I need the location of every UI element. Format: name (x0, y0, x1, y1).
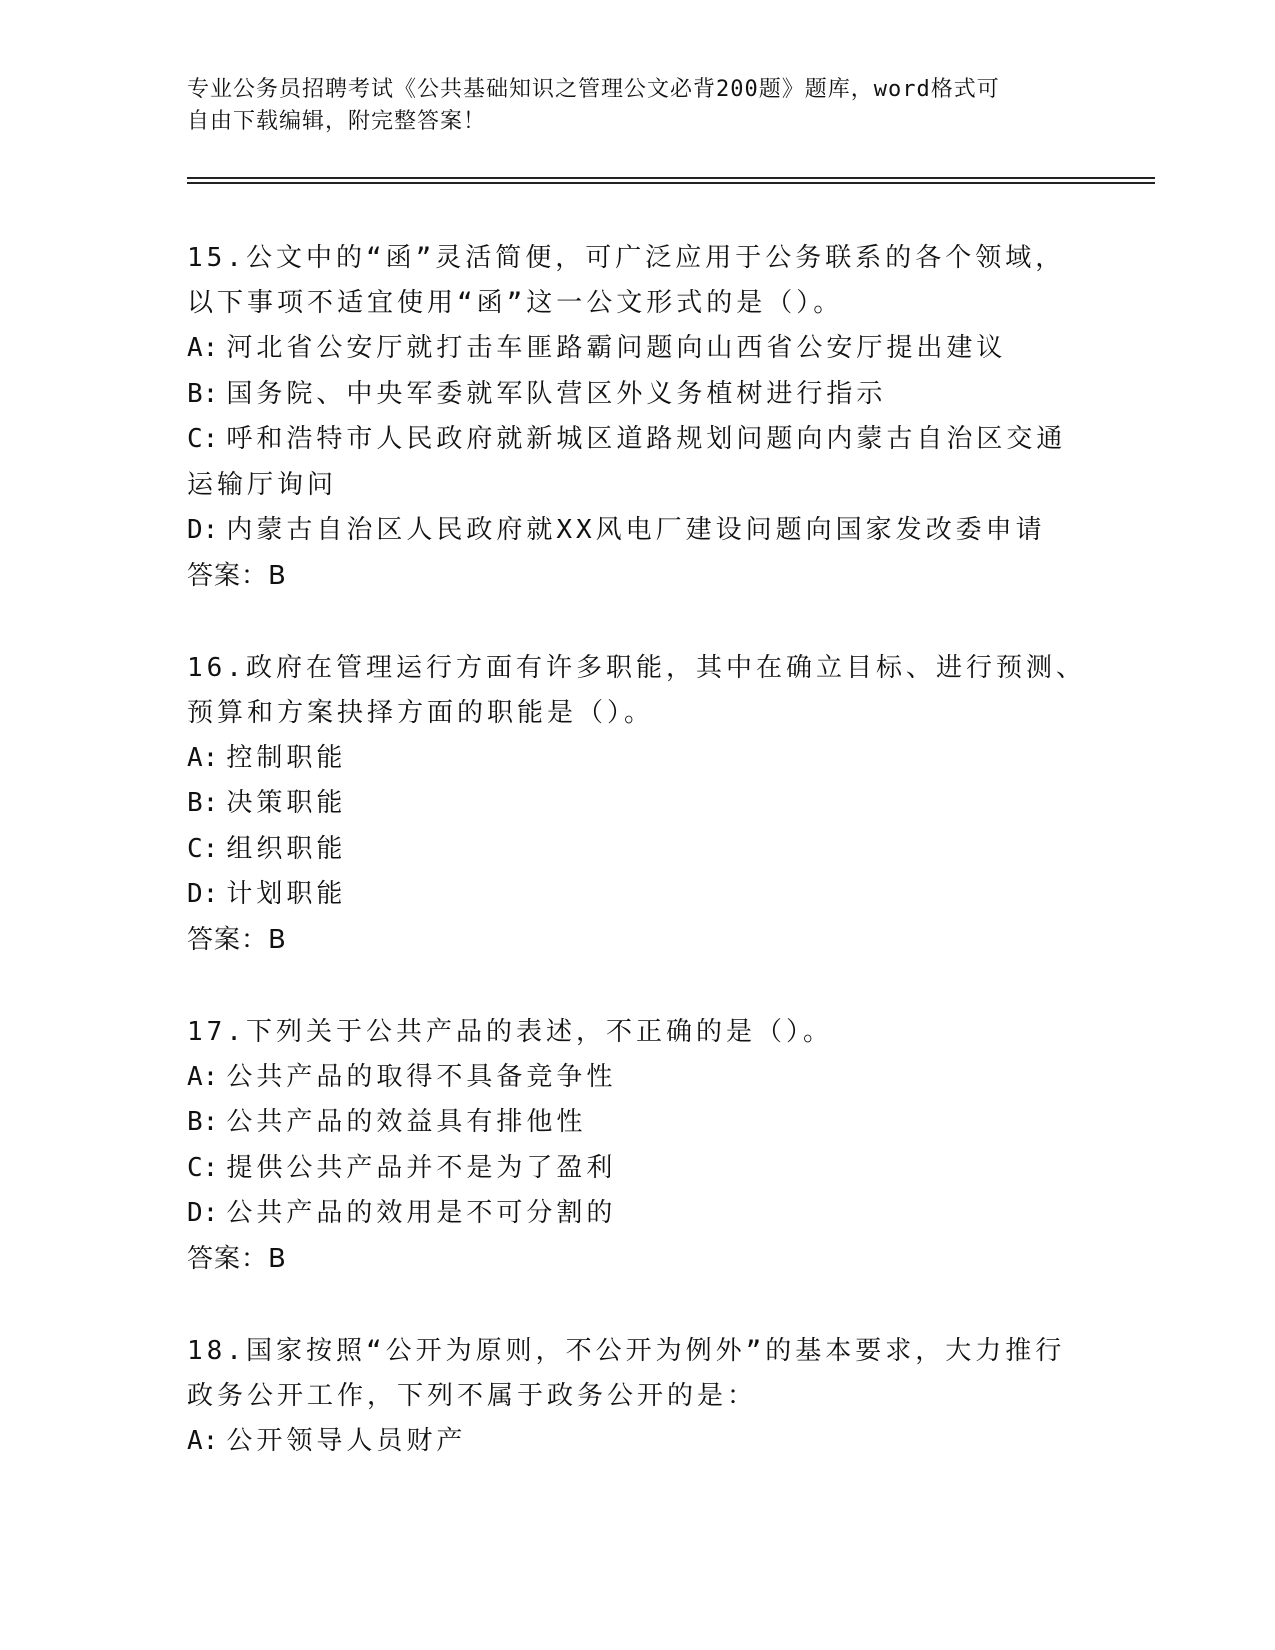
option-a (187, 1419, 1087, 1465)
question-number: 17. (187, 1016, 246, 1047)
option-letter: B: (187, 378, 219, 409)
question-stem-text: 下列关于公共产品的表述，不正确的是（）。 (245, 1016, 833, 1047)
question-stem (187, 1010, 1087, 1055)
option-d (187, 1191, 1087, 1237)
option-text: 计划职能 (226, 879, 347, 909)
answer-line: 答案：B (187, 924, 287, 955)
question-number: 16. (187, 652, 246, 683)
option-letter: A: (187, 1061, 219, 1092)
option-c (187, 827, 1087, 873)
option-text: 提供公共产品并不是为了盈利 (226, 1152, 617, 1183)
option-text: 呼和浩特市人民政府就新城区道路规划问题向内蒙古自治区交通运输厅询问 (187, 424, 1067, 500)
option-d (187, 508, 1087, 554)
option-letter: D: (187, 1198, 219, 1228)
option-text: 组织职能 (226, 833, 347, 864)
option-text: 河北省公安厅就打击车匪路霸问题向山西省公安厅提出建议 (226, 333, 1007, 363)
question-stem-text: 公文中的“函”灵活简便，可广泛应用于公务联系的各个领域，以下事项不适宜使用“函”这一公文形式的是（）。 (187, 243, 1066, 318)
option-text: 公共产品的效用是不可分割的 (226, 1198, 617, 1228)
option-letter: C: (187, 833, 219, 864)
question-17 (187, 1010, 1087, 1282)
option-a (187, 326, 1087, 372)
option-text: 国务院、中央军委就军队营区外义务植树进行指示 (226, 378, 887, 409)
option-letter: C: (187, 424, 219, 454)
option-letter: A: (187, 1425, 219, 1456)
option-letter: D: (187, 879, 219, 909)
option-letter: D: (187, 515, 219, 545)
option-letter: B: (187, 1107, 219, 1137)
option-text: 内蒙古自治区人民政府就XX风电厂建设问题向国家发改委申请 (226, 515, 1046, 545)
option-text: 公共产品的效益具有排他性 (226, 1107, 587, 1137)
option-text: 控制职能 (226, 742, 347, 773)
header-divider-bottom (187, 182, 1155, 184)
header-line-2: 自由下载编辑，附完整答案！ (187, 109, 487, 134)
header-line-1: 专业公务员招聘考试《公共基础知识之管理公文必背200题》题库，word格式可 (187, 77, 1000, 102)
option-letter: C: (187, 1152, 219, 1183)
option-a (187, 736, 1087, 782)
option-b (187, 372, 1087, 418)
option-text: 公开领导人员财产 (226, 1425, 467, 1456)
option-letter: A: (187, 333, 219, 363)
question-15 (187, 236, 1087, 599)
document-header (187, 74, 1087, 138)
option-b (187, 1100, 1087, 1146)
question-stem-text: 国家按照“公开为原则，不公开为例外”的基本要求，大力推行政务公开工作，下列不属于政务公开的是： (187, 1335, 1066, 1411)
header-divider-top (187, 177, 1155, 179)
question-stem (187, 646, 1087, 736)
answer-line: 答案：B (187, 560, 287, 591)
question-number: 18. (187, 1335, 246, 1366)
question-16 (187, 646, 1087, 963)
option-letter: A: (187, 742, 219, 773)
question-stem (187, 236, 1087, 326)
question-stem-text: 政府在管理运行方面有许多职能，其中在确立目标、进行预测、预算和方案抉择方面的职能是（）。 (187, 652, 1086, 728)
question-list (187, 236, 1087, 1511)
option-c (187, 1146, 1087, 1192)
question-18 (187, 1329, 1087, 1465)
question-number: 15. (187, 243, 246, 273)
question-stem (187, 1329, 1087, 1419)
answer-line: 答案：B (187, 1243, 287, 1274)
option-text: 公共产品的取得不具备竞争性 (226, 1061, 617, 1092)
option-b (187, 781, 1087, 827)
option-c (187, 417, 1087, 508)
option-text: 决策职能 (226, 788, 347, 818)
option-a (187, 1055, 1087, 1101)
option-d (187, 872, 1087, 918)
option-letter: B: (187, 788, 219, 818)
